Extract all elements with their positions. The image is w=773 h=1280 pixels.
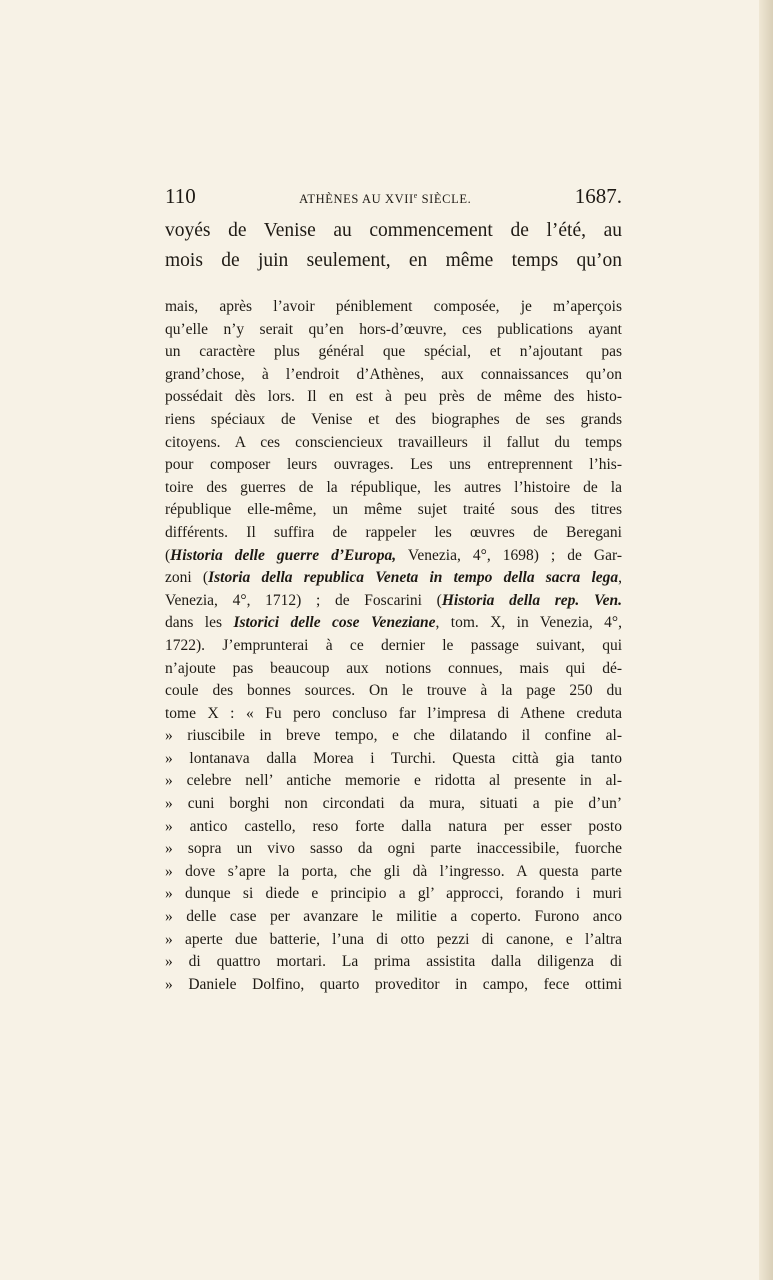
footnote-line: n’ajoute pas beaucoup aux notions connues, mais qui dé- bbox=[165, 659, 622, 677]
footnote-text: , bbox=[618, 569, 622, 587]
running-title-part-b: SIÈCLE. bbox=[417, 192, 472, 206]
quote-line: » antico castello, reso forte dalla natura per esser posto bbox=[165, 817, 622, 835]
footnote bbox=[165, 296, 622, 996]
quote-line: » lontanava dalla Morea i Turchi. Questa città gia tanto bbox=[165, 749, 622, 767]
main-text-line: voyés de Venise au commencement de l’été, au bbox=[165, 220, 622, 241]
book-title-italic: Istoria della republica Veneta in tempo della sacra lega bbox=[208, 569, 619, 587]
quote-line: » sopra un vivo sasso da ogni parte inaccessibile, fuorche bbox=[165, 840, 622, 858]
footnote-line: 1722). J’emprunterai à ce dernier le passage suivant, qui bbox=[165, 636, 622, 654]
main-text bbox=[165, 216, 622, 276]
footnote-text: dans les bbox=[165, 614, 234, 632]
quote-line: » dunque si diede e principio a gl’ approcci, forando i muri bbox=[165, 885, 622, 903]
footnote-line bbox=[165, 590, 622, 613]
footnote-text: Venezia, 4°, 1698) ; de Gar- bbox=[396, 546, 622, 564]
footnote-line: citoyens. A ces consciencieux travailleurs il fallut du temps bbox=[165, 433, 622, 451]
quote-line: » delle case per avanzare le militie a coperto. Furono anco bbox=[165, 908, 622, 926]
footnote-line: différents. Il suffira de rappeler les œuvres de Beregani bbox=[165, 523, 622, 541]
footnote-text: , tom. X, in Venezia, 4°, bbox=[435, 614, 622, 632]
book-title-italic: Historia della rep. Ven. bbox=[441, 591, 622, 609]
quote-line: » cuni borghi non circondati da mura, situati a pie d’un’ bbox=[165, 795, 622, 813]
footnote-text: ( bbox=[165, 546, 171, 564]
footnote-line: un caractère plus général que spécial, et n’ajoutant pas bbox=[165, 343, 622, 361]
footnote-line bbox=[165, 612, 622, 635]
running-title-superscript: e bbox=[413, 190, 418, 200]
footnote-line: mais, après l’avoir péniblement composée, je m’aperçois bbox=[165, 298, 622, 315]
footnote-line: république elle-même, un même sujet traité sous des titres bbox=[165, 501, 622, 519]
quote-line: » aperte due batterie, l’una di otto pezzi di canone, e l’altra bbox=[165, 930, 622, 948]
footnote-line: coule des bonnes sources. On le trouve à la page 250 du bbox=[165, 682, 622, 700]
book-title-italic: Historia delle guerre d’Europa, bbox=[170, 546, 397, 564]
quote-line: » di quattro mortari. La prima assistita dalla diligenza di bbox=[165, 953, 622, 971]
footnote-text: zoni ( bbox=[165, 569, 209, 587]
footnote-line: qu’elle n’y serait qu’en hors-d’œuvre, ces publications ayant bbox=[165, 320, 622, 338]
footnote-line bbox=[165, 567, 622, 590]
footnote-line: pour composer leurs ouvrages. Les uns entreprennent l’his- bbox=[165, 456, 622, 474]
footnote-line: toire des guerres de la république, les autres l’histoire de la bbox=[165, 478, 622, 496]
quote-line: » dove s’apre la porta, che gli dà l’ingresso. A questa parte bbox=[165, 862, 622, 880]
page-number: 110 bbox=[165, 184, 196, 208]
footnote-line: tome X : « Fu pero concluso far l’impresa di Athene creduta bbox=[165, 704, 622, 722]
footnote-line: grand’chose, à l’endroit d’Athènes, aux connaissances qu’on bbox=[165, 365, 622, 383]
quote-line: » Daniele Dolfino, quarto proveditor in campo, fece ottimi bbox=[165, 975, 622, 993]
book-title-italic: Istorici delle cose Veneziane bbox=[233, 614, 436, 632]
page-edge bbox=[759, 0, 773, 1280]
running-title-part-a: ATHÈNES AU XVII bbox=[299, 192, 414, 206]
running-header bbox=[165, 184, 622, 210]
quote-line: » riuscibile in breve tempo, e che dilatando il confine al- bbox=[165, 727, 622, 745]
footnote-line: riens spéciaux de Venise et des biographes de ses grands bbox=[165, 410, 622, 428]
quote-line: » celebre nell’ antiche memorie e ridotta al presente in al- bbox=[165, 772, 622, 790]
running-title bbox=[299, 191, 471, 207]
main-text-line: mois de juin seulement, en même temps qu’on bbox=[165, 250, 622, 271]
footnote-line bbox=[165, 545, 622, 568]
footnote-line: possédait dès lors. Il en est à peu près de même des histo- bbox=[165, 388, 622, 406]
year: 1687. bbox=[574, 184, 622, 208]
footnote-text: Venezia, 4°, 1712) ; de Foscarini ( bbox=[165, 591, 442, 609]
